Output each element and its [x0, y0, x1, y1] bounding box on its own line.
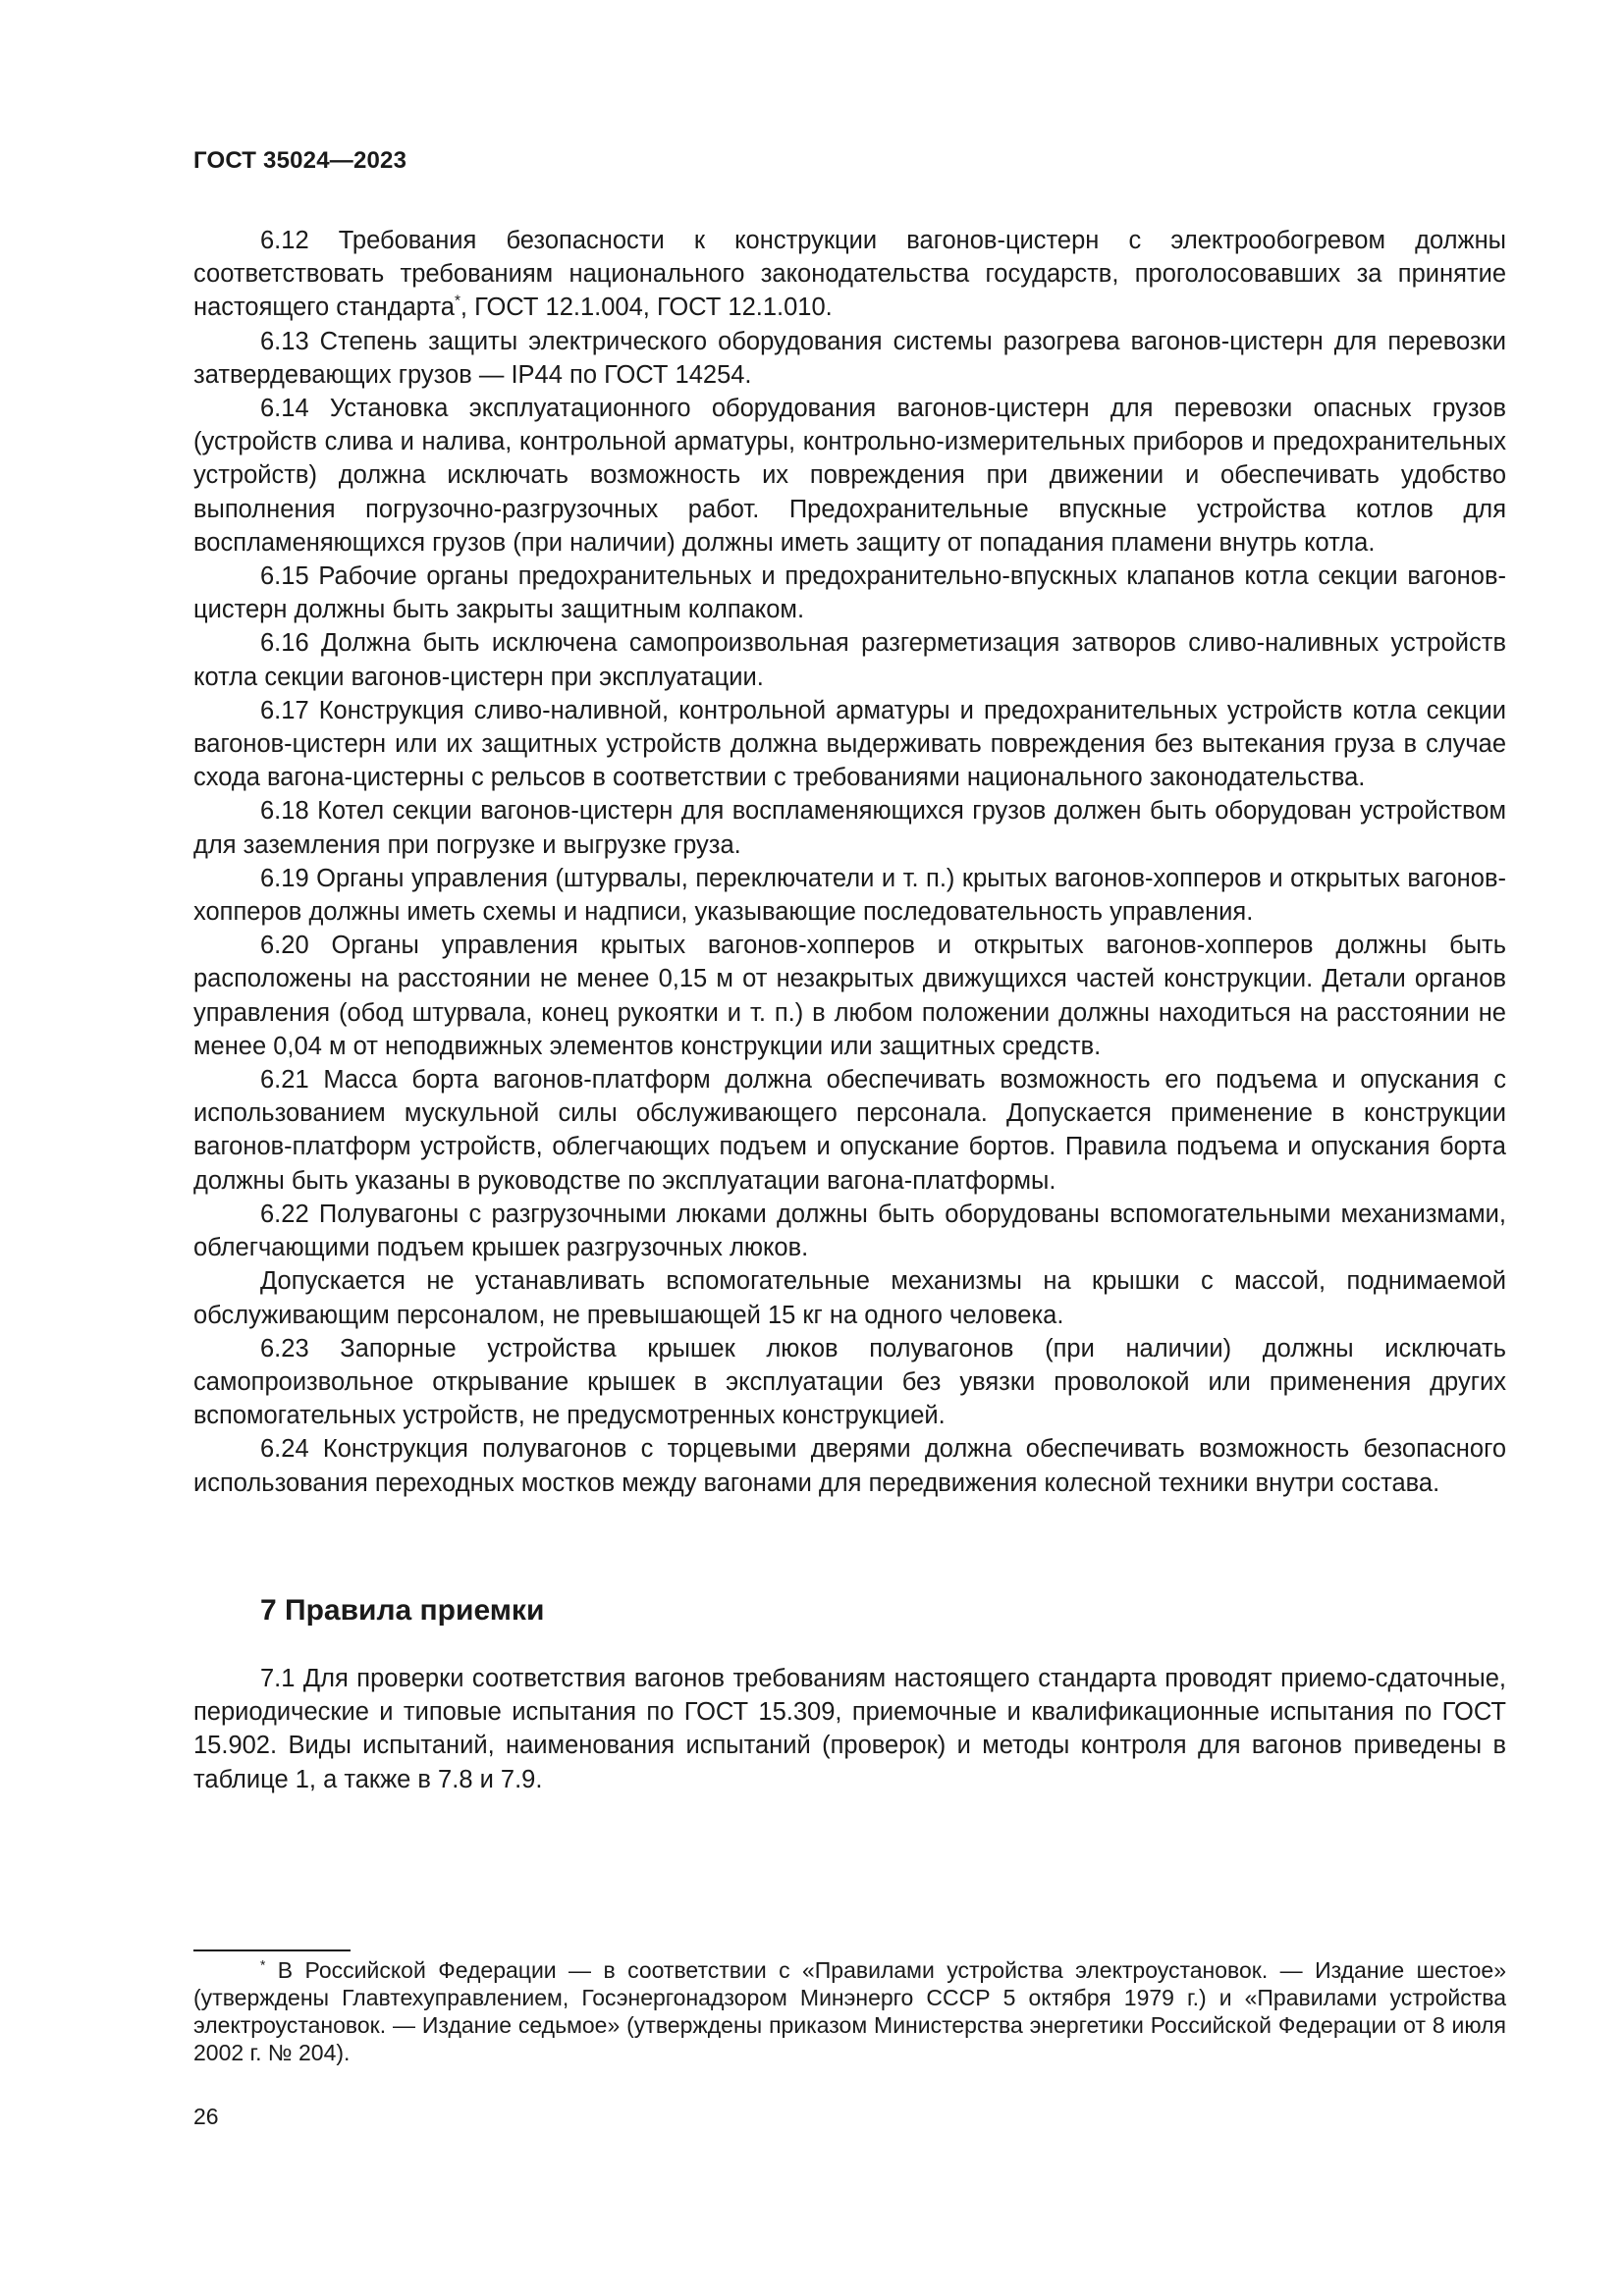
paragraph-6-17: 6.17 Конструкция сливо-наливной, контрольной арматуры и предохранительных устройств котла секции вагонов-цистерн или их защитных устройств должна выдерживать повреждения без вытекания груза в случае схода вагона-цистерны с рельсов в соответствии с требованиями национального законодательства.	[193, 696, 1506, 792]
paragraph-6-18: 6.18 Котел секции вагонов-цистерн для воспламеняющихся грузов должен быть оборудован устройством для заземления при погрузке и выгрузке груза.	[193, 797, 1506, 859]
paragraph-6-15: 6.15 Рабочие органы предохранительных и предохранительно-впускных клапанов котла секции вагонов-цистерн должны быть закрыты защитным колпаком.	[193, 562, 1506, 624]
page-number: 26	[193, 2104, 219, 2129]
section-7-heading: 7 Правила приемки	[260, 1594, 545, 1627]
paragraph-6-14: 6.14 Установка эксплуатационного оборудования вагонов-цистерн для перевозки опасных грузов (устройств слива и налива, контрольной арматуры, контрольно-измерительных приборов и предохранительных устройств) должна исключать возможность их повреждения при движении и обеспечивать удобство выполнения погрузочно-разгрузочных работ. Предохранительные впускные устройства котлов для воспламеняющихся грузов (при наличии) должны иметь защиту от попадания пламени внутрь котла.	[193, 395, 1506, 557]
section-6-body	[193, 224, 1506, 1500]
footnote-separator	[193, 1949, 351, 1951]
paragraph-text: , ГОСТ 12.1.004, ГОСТ 12.1.010.	[460, 294, 833, 322]
section-7-body	[193, 1662, 1506, 1796]
paragraph-6-24: 6.24 Конструкция полувагонов с торцевыми дверями должна обеспечивать возможность безопасного использования переходных мостков между вагонами для передвижения колесной техники внутри состава.	[193, 1435, 1506, 1497]
paragraph-6-19: 6.19 Органы управления (штурвалы, переключатели и т. п.) крытых вагонов-хопперов и открытых вагонов-хопперов должны иметь схемы и надписи, указывающие последовательность управления.	[193, 864, 1506, 927]
footnote-text: В Российской Федерации — в соответствии с «Правилами устройства электроустановок. — Издание шестое» (утверждены Главтехуправлением, Госэнергонадзором Минэнерго СССР 5 октября 1979 г.) и «Правилами устройства электроустановок. — Издание седьмое» (утверждены приказом Министерства энергетики Российской Федерации от 8 июля 2002 г. № 204).	[193, 1957, 1506, 2065]
paragraph-7-1: 7.1 Для проверки соответствия вагонов требованиям настоящего стандарта проводят приемо-сдаточные, периодические и типовые испытания по ГОСТ 15.309, приемочные и квалификационные испытания по ГОСТ 15.902. Виды испытаний, наименования испытаний (проверок) и методы контроля для вагонов приведены в таблице 1, а также в 7.8 и 7.9.	[193, 1665, 1506, 1793]
paragraph-6-13: 6.13 Степень защиты электрического оборудования системы разогрева вагонов-цистерн для перевозки затвердевающих грузов — IP44 по ГОСТ 14254.	[193, 327, 1506, 389]
paragraph-6-22: 6.22 Полувагоны с разгрузочными люками должны быть оборудованы вспомогательными механизмами, облегчающими подъем крышек разгрузочных люков.	[193, 1200, 1506, 1262]
paragraph-text: 6.12 Требования безопасности к конструкции вагонов-цистерн с электрообогревом должны соответствовать требованиям национального законодательства государств, проголосовавших за принятие настоящего стандарта	[193, 227, 1506, 322]
paragraph-6-21: 6.21 Масса борта вагонов-платформ должна обеспечивать возможность его подъема и опускания с использованием мускульной силы обслуживающего персонала. Допускается применение в конструкции вагонов-платформ устройств, облегчающих подъем и опускание бортов. Правила подъема и опускания борта должны быть указаны в руководстве по эксплуатации вагона-платформы.	[193, 1066, 1506, 1195]
footnote-reference: *	[454, 293, 460, 310]
paragraph-6-12	[193, 224, 1506, 325]
paragraph-6-22-note: Допускается не устанавливать вспомогательные механизмы на крышки с массой, поднимаемой обслуживающим персоналом, не превышающей 15 кг на одного человека.	[193, 1267, 1506, 1329]
document-header: ГОСТ 35024—2023	[193, 147, 407, 174]
paragraph-6-16: 6.16 Должна быть исключена самопроизвольная разгерметизация затворов сливо-наливных устройств котла секции вагонов-цистерн при эксплуатации.	[193, 629, 1506, 691]
footnote	[193, 1956, 1506, 2066]
footnote-mark: *	[260, 1957, 266, 1973]
paragraph-6-20: 6.20 Органы управления крытых вагонов-хопперов и открытых вагонов-хопперов должны быть расположены на расстоянии не менее 0,15 м от незакрытых движущихся частей конструкции. Детали органов управления (обод штурвала, конец рукоятки и т. п.) в любом положении должны находиться на расстоянии не менее 0,04 м от неподвижных элементов конструкции или защитных средств.	[193, 932, 1506, 1060]
paragraph-6-23: 6.23 Запорные устройства крышек люков полувагонов (при наличии) должны исключать самопроизвольное открывание крышек в эксплуатации без увязки проволокой или применения других вспомогательных устройств, не предусмотренных конструкцией.	[193, 1334, 1506, 1430]
